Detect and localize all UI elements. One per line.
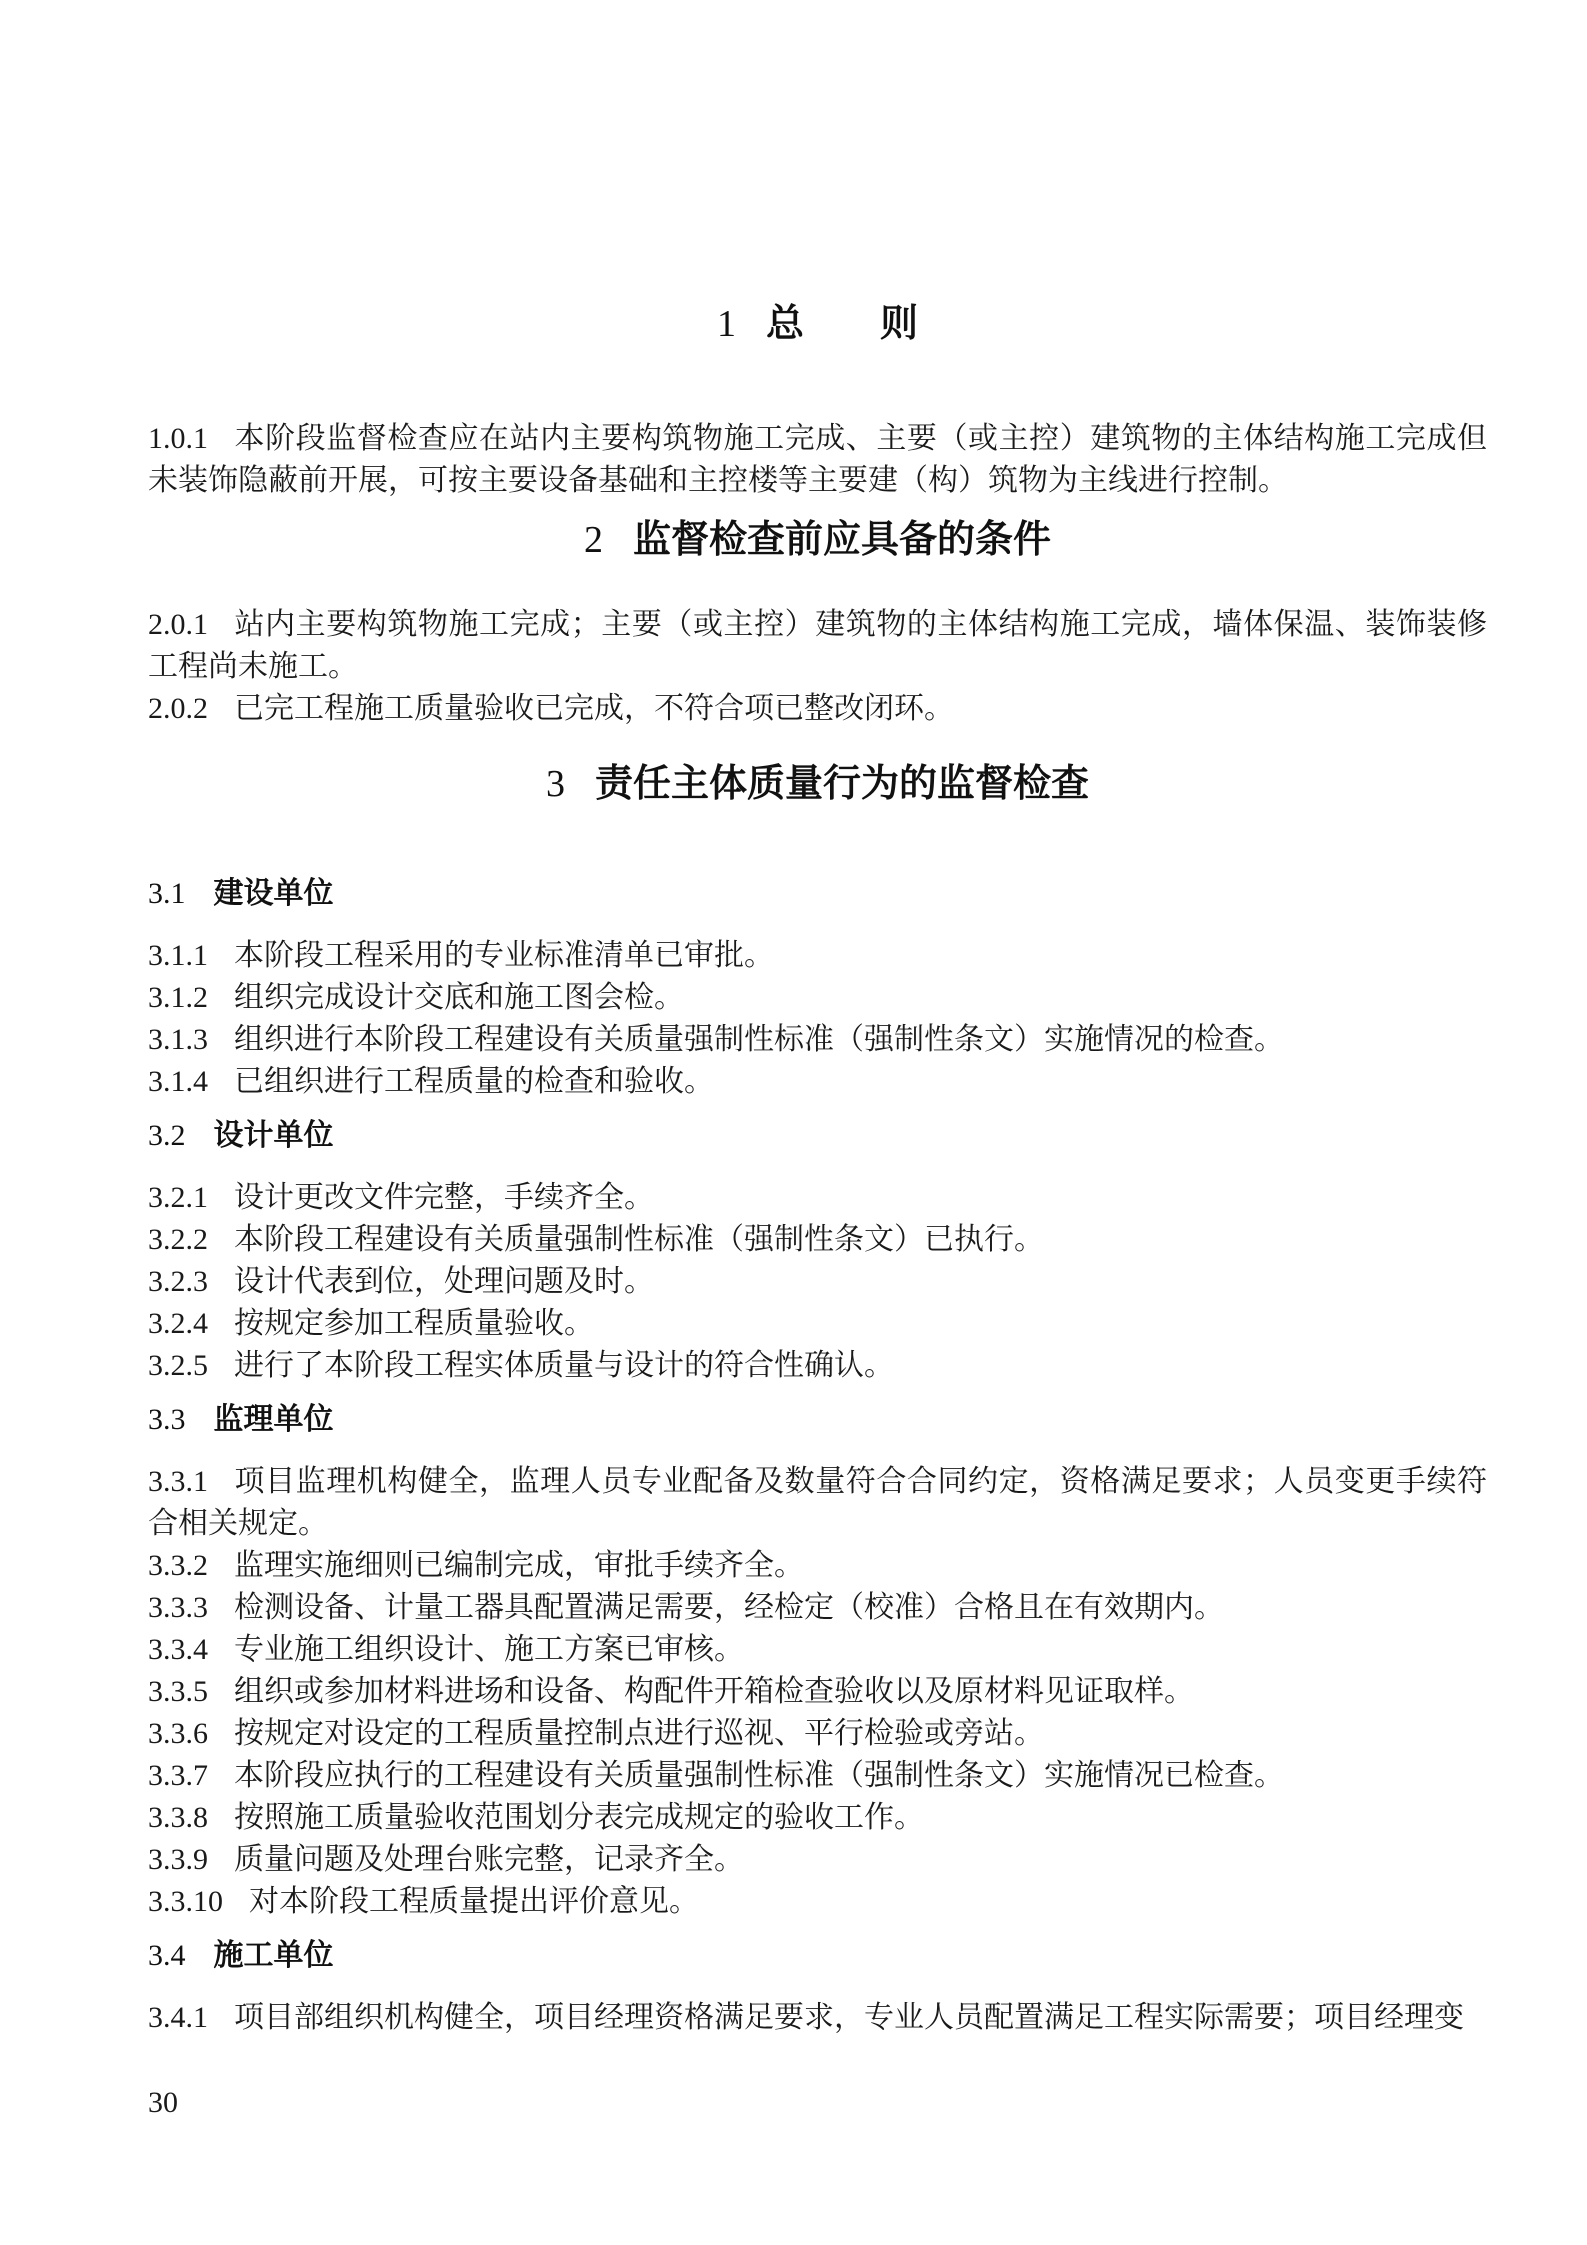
clause-text: 专业施工组织设计、施工方案已审核。 bbox=[234, 1633, 744, 1666]
clause-text: 已完工程施工质量验收已完成，不符合项已整改闭环。 bbox=[234, 692, 954, 725]
clause-number: 3.1.1 bbox=[148, 939, 208, 972]
clause-number: 3.2.2 bbox=[148, 1223, 208, 1256]
clause-3-4-1 bbox=[148, 1997, 1487, 2039]
clause-1-0-1 bbox=[148, 418, 1487, 502]
clause-text: 按照施工质量验收范围划分表完成规定的验收工作。 bbox=[234, 1801, 924, 1834]
chapter-3-heading bbox=[148, 760, 1487, 808]
clause-text: 检测设备、计量工器具配置满足需要，经检定（校准）合格且在有效期内。 bbox=[234, 1591, 1224, 1624]
clause-number: 3.2.4 bbox=[148, 1307, 208, 1340]
clause-3-3-7 bbox=[148, 1755, 1487, 1797]
clause-number: 3.3.5 bbox=[148, 1675, 208, 1708]
subsection-number: 3.4 bbox=[148, 1939, 186, 1972]
subsection-title: 施工单位 bbox=[213, 1939, 334, 1972]
clause-number: 2.0.2 bbox=[148, 692, 208, 725]
document-content bbox=[0, 300, 1587, 2039]
clause-number: 3.3.4 bbox=[148, 1633, 208, 1666]
clause-text: 项目部组织机构健全，项目经理资格满足要求，专业人员配置满足工程实际需要；项目经理变 bbox=[234, 2001, 1464, 2034]
clause-text: 本阶段监督检查应在站内主要构筑物施工完成、主要（或主控）建筑物的主体结构施工完成但未装饰隐蔽前开展，可按主要设备基础和主控楼等主要建（构）筑物为主线进行控制。 bbox=[148, 422, 1487, 497]
clause-text: 按规定对设定的工程质量控制点进行巡视、平行检验或旁站。 bbox=[234, 1717, 1044, 1750]
clause-text: 监理实施细则已编制完成，审批手续齐全。 bbox=[234, 1549, 804, 1582]
chapter-2-heading bbox=[148, 516, 1487, 564]
clause-number: 3.3.3 bbox=[148, 1591, 208, 1624]
clause-3-3-4 bbox=[148, 1629, 1487, 1671]
clause-text: 按规定参加工程质量验收。 bbox=[234, 1307, 594, 1340]
chapter-1-heading bbox=[148, 300, 1487, 348]
clause-3-3-5 bbox=[148, 1671, 1487, 1713]
clause-3-3-1 bbox=[148, 1461, 1487, 1545]
clause-3-2-4 bbox=[148, 1303, 1487, 1345]
clause-text: 对本阶段工程质量提出评价意见。 bbox=[249, 1885, 699, 1918]
subsection-number: 3.1 bbox=[148, 877, 186, 910]
clause-2-0-2 bbox=[148, 688, 1487, 730]
clause-3-3-9 bbox=[148, 1839, 1487, 1881]
clause-number: 3.1.2 bbox=[148, 981, 208, 1014]
clause-3-1-4 bbox=[148, 1061, 1487, 1103]
clause-3-3-6 bbox=[148, 1713, 1487, 1755]
clause-number: 3.3.6 bbox=[148, 1717, 208, 1750]
clause-number: 3.1.3 bbox=[148, 1023, 208, 1056]
chapter-number: 3 bbox=[545, 763, 565, 805]
clause-text: 设计更改文件完整，手续齐全。 bbox=[234, 1181, 654, 1214]
subsection-number: 3.3 bbox=[148, 1403, 186, 1436]
clause-3-2-1 bbox=[148, 1177, 1487, 1219]
clause-3-2-2 bbox=[148, 1219, 1487, 1261]
clause-3-1-1 bbox=[148, 935, 1487, 977]
chapter-title: 监督检查前应具备的条件 bbox=[632, 519, 1051, 561]
subsection-number: 3.2 bbox=[148, 1119, 186, 1152]
subsection-3-4-heading bbox=[148, 1935, 1487, 1977]
clause-text: 设计代表到位，处理问题及时。 bbox=[234, 1265, 654, 1298]
clause-number: 3.3.8 bbox=[148, 1801, 208, 1834]
clause-text: 本阶段工程建设有关质量强制性标准（强制性条文）已执行。 bbox=[234, 1223, 1044, 1256]
chapter-number: 1 bbox=[716, 303, 736, 345]
clause-text: 组织或参加材料进场和设备、构配件开箱检查验收以及原材料见证取样。 bbox=[234, 1675, 1194, 1708]
clause-number: 3.4.1 bbox=[148, 2001, 208, 2034]
subsection-title: 建设单位 bbox=[213, 877, 334, 910]
clause-number: 3.3.7 bbox=[148, 1759, 208, 1792]
clause-text: 组织完成设计交底和施工图会检。 bbox=[234, 981, 684, 1014]
clause-number: 3.3.2 bbox=[148, 1549, 208, 1582]
clause-text: 项目监理机构健全，监理人员专业配备及数量符合合同约定，资格满足要求；人员变更手续符合相关规定。 bbox=[148, 1465, 1487, 1540]
page-number: 30 bbox=[148, 2086, 178, 2119]
clause-text: 组织进行本阶段工程建设有关质量强制性标准（强制性条文）实施情况的检查。 bbox=[234, 1023, 1284, 1056]
clause-number: 2.0.1 bbox=[148, 608, 208, 641]
clause-number: 3.3.9 bbox=[148, 1843, 208, 1876]
chapter-number: 2 bbox=[583, 519, 603, 561]
clause-text: 本阶段工程采用的专业标准清单已审批。 bbox=[234, 939, 774, 972]
subsection-3-1-heading bbox=[148, 873, 1487, 915]
clause-3-3-2 bbox=[148, 1545, 1487, 1587]
clause-3-1-3 bbox=[148, 1019, 1487, 1061]
clause-number: 3.2.5 bbox=[148, 1349, 208, 1382]
clause-text: 站内主要构筑物施工完成；主要（或主控）建筑物的主体结构施工完成，墙体保温、装饰装修工程尚未施工。 bbox=[148, 608, 1487, 683]
clause-3-3-3 bbox=[148, 1587, 1487, 1629]
clause-number: 3.1.4 bbox=[148, 1065, 208, 1098]
chapter-title: 总 则 bbox=[765, 303, 918, 345]
clause-3-1-2 bbox=[148, 977, 1487, 1019]
clause-text: 质量问题及处理台账完整，记录齐全。 bbox=[234, 1843, 744, 1876]
clause-number: 3.2.1 bbox=[148, 1181, 208, 1214]
subsection-3-2-heading bbox=[148, 1115, 1487, 1157]
clause-text: 进行了本阶段工程实体质量与设计的符合性确认。 bbox=[234, 1349, 894, 1382]
subsection-title: 设计单位 bbox=[213, 1119, 334, 1152]
clause-2-0-1 bbox=[148, 604, 1487, 688]
clause-3-3-10 bbox=[148, 1881, 1487, 1923]
clause-number: 1.0.1 bbox=[148, 422, 208, 455]
clause-text: 本阶段应执行的工程建设有关质量强制性标准（强制性条文）实施情况已检查。 bbox=[234, 1759, 1284, 1792]
clause-3-2-3 bbox=[148, 1261, 1487, 1303]
clause-number: 3.3.1 bbox=[148, 1465, 208, 1498]
clause-3-3-8 bbox=[148, 1797, 1487, 1839]
clause-number: 3.2.3 bbox=[148, 1265, 208, 1298]
clause-text: 已组织进行工程质量的检查和验收。 bbox=[234, 1065, 714, 1098]
subsection-title: 监理单位 bbox=[213, 1403, 334, 1436]
subsection-3-3-heading bbox=[148, 1399, 1487, 1441]
chapter-title: 责任主体质量行为的监督检查 bbox=[594, 763, 1089, 805]
clause-3-2-5 bbox=[148, 1345, 1487, 1387]
clause-number: 3.3.10 bbox=[148, 1885, 223, 1918]
